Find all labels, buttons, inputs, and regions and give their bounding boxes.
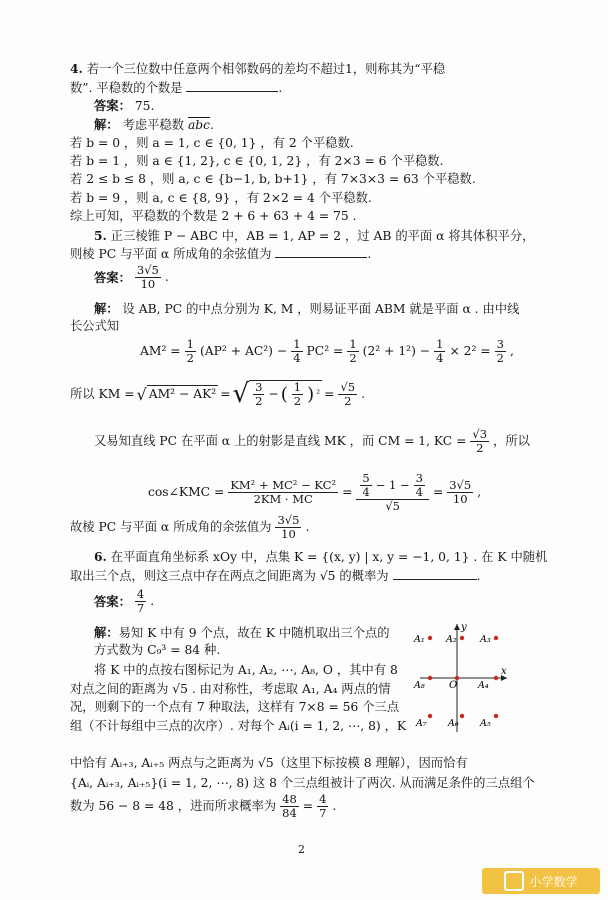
p6-solution-p2: 将 K 中的点按右图标记为 A₁, A₂, ⋯, A₈, O ，其中有 8 对点之间的距离为 √5 . 由对称性，考虑取 A₁, A₄ 两点的情况，则剩下的一个点有 7 种取法，这样有 7×8 = 56 个三点组（不计每组中三点的次序）. 对每个 Aᵢ(i = 1, 2, ⋯, 8) ，K — [70, 663, 407, 733]
eq3-big-frac — [356, 472, 429, 513]
eq1-result — [495, 338, 506, 365]
eq3-lhs: cos∠KMC = — [148, 485, 225, 499]
eq1-part4: × 2² = — [449, 344, 491, 358]
eq2-result-den: 2 — [344, 393, 352, 408]
eq3-main-frac — [228, 479, 338, 506]
eq2-a-den: 2 — [255, 394, 263, 408]
eq3-n1 — [360, 472, 371, 499]
eq3-big-num — [356, 472, 429, 500]
p4-question-line1 — [70, 60, 560, 78]
p4-answer-line: 答案： 75. — [94, 98, 155, 113]
p6-solution-line4: {Aᵢ, Aᵢ₊₃, Aᵢ₊₅}(i = 1, 2, ⋯, 8) 这 8 个三点组被计了两次. 从而满足条件的三点组个 — [70, 776, 535, 790]
eq1-part3: (2² + 1²) − — [362, 344, 431, 358]
p5-answer-num: 3√5 — [136, 263, 159, 277]
p5-projection-end: ，所以 — [493, 434, 530, 448]
eq3-main-den: 2KM · MC — [253, 492, 313, 506]
label-a3: A₃ — [480, 634, 491, 645]
p5-answer-line: 答案： $\frac{3√5}{10}$ . — [94, 263, 169, 291]
p6-number: 6. — [94, 549, 107, 564]
point-a3 — [494, 636, 498, 640]
p6-solution-label: 解： — [94, 625, 119, 640]
p6-prob-den2: 7 — [319, 806, 327, 820]
p5-equation-am — [140, 338, 514, 365]
eq1-half2 — [347, 338, 358, 365]
watermark-icon — [504, 871, 524, 891]
eq2-result-num: √5 — [340, 379, 356, 394]
eq2-b-den: 2 — [293, 394, 302, 408]
p4-number: 4. — [70, 61, 83, 76]
eq1-half-num: 1 — [186, 337, 194, 351]
p5-conclusion-den: 10 — [281, 527, 296, 541]
eq2-result — [338, 381, 357, 408]
eq1-end: , — [509, 344, 514, 358]
p6-answer-label: 答案： — [94, 594, 131, 609]
label-a4: A₄ — [478, 680, 489, 691]
p6-prob-frac2 — [317, 793, 328, 820]
eq1-quarter2-num: 1 — [436, 337, 444, 351]
p5-kc-den: 2 — [476, 441, 484, 455]
eq3-result-num: 3√5 — [449, 478, 472, 492]
p4-case-2: 若 b = 1 ，则 a ∈ {1, 2}, c ∈ {0, 1, 2} ，有 2×3 = 6 个平稳数. — [70, 154, 444, 168]
eq1-lhs: AM² = — [140, 344, 181, 358]
p6-lattice-figure — [412, 620, 512, 738]
p6-prob-num2: 4 — [319, 792, 327, 806]
p5-question-line2: 则棱 PC 与平面 α 所成角的余弦值为 . — [70, 247, 372, 261]
eq1-quarter — [291, 338, 302, 365]
p4-case-4: 若 b = 9 ，则 a, c ∈ {8, 9} ，有 2×2 = 4 个平稳数. — [70, 191, 372, 205]
p5-kc-fraction — [470, 428, 489, 455]
eq2-radicand2: $\frac{3}{2}$ − ( $\frac{1}{2}$ ) ² — [249, 380, 322, 408]
label-a2: A₂ — [446, 634, 457, 645]
eq1-quarter-num: 1 — [293, 337, 301, 351]
p4-case-1: 若 b = 0 ，则 a = 1, c ∈ {0, 1} ，有 2 个平稳数. — [70, 136, 354, 150]
p5-solution-text1: 设 AB, PC 的中点分别为 K, M ，则易证平面 ABM 就是平面 α . 由中线 — [122, 302, 520, 316]
p6-answer-line: 答案： $\frac{4}{7}$ . — [94, 587, 155, 615]
eq3-end: , — [477, 485, 482, 499]
eq2-frac-a — [253, 381, 264, 408]
p6-prob-num1: 48 — [282, 792, 297, 806]
p6-solution-line3: 中恰有 Aᵢ₊₃, Aᵢ₊₅ 两点与之距离为 √5（这里下标按模 8 理解），因而恰有 — [70, 756, 468, 770]
p6-question-line1 — [94, 548, 584, 566]
eq2-end: . — [361, 386, 366, 401]
eq2-sqrt2: √ $\frac{3}{2}$ − ( $\frac{1}{2}$ ) ² — [232, 378, 321, 409]
p5-conclusion-text: 故棱 PC 与平面 α 所成角的余弦值为 — [70, 520, 272, 534]
p4-answer: 75 — [134, 99, 151, 113]
label-a6: A₆ — [448, 718, 459, 729]
p4-answer-blank — [186, 79, 278, 92]
eq3-n2-num: 3 — [415, 471, 423, 485]
watermark-text: 小学数学 — [529, 874, 578, 889]
p5-question-text2: 则棱 PC 与平面 α 所成角的余弦值为 — [70, 247, 272, 261]
eq1-result-den: 2 — [496, 351, 504, 365]
eq3-equals2: = — [432, 485, 444, 499]
p5-solution-line2: 长公式知 — [70, 319, 120, 333]
p5-projection-line — [94, 428, 530, 455]
eq3-result-den: 10 — [452, 492, 468, 506]
point-a6 — [460, 714, 464, 718]
point-a8 — [428, 676, 432, 680]
point-a1 — [428, 636, 432, 640]
y-axis-label: y — [461, 622, 467, 633]
label-a7: A₇ — [416, 718, 427, 729]
p4-solution-label: 解： — [94, 117, 119, 132]
eq3-n1-num: 5 — [362, 471, 370, 485]
eq1-result-num: 3 — [496, 337, 504, 351]
page-number: 2 — [298, 843, 305, 856]
p5-answer-den: 10 — [140, 277, 156, 291]
label-a1: A₁ — [414, 634, 425, 645]
p6-solution-text1: 易知 K 中有 9 个点，故在 K 中随机取出三个点的方式数为 C₉³ = 84 种. — [94, 626, 390, 657]
p5-conclusion-frac — [275, 514, 301, 541]
eq3-main-num: KM² + MC² − KC² — [230, 478, 337, 492]
eq2-square: ² — [316, 389, 321, 400]
p5-solution-label: 解： — [94, 301, 119, 316]
eq3-n2 — [414, 472, 425, 499]
p6-answer-fraction — [135, 588, 146, 615]
eq2-lhs: 所以 KM = — [70, 386, 135, 401]
p6-question-text2: 取出三个点，则这三点中存在两点之间距离为 √5 的概率为 — [70, 569, 389, 583]
p5-equation-km — [70, 380, 365, 408]
eq2-equals: = — [220, 386, 231, 401]
p4-question-line2: 数”. 平稳数的个数是 . — [70, 81, 283, 95]
eq2-sqrt1: √ AM² − AK² — [136, 384, 217, 404]
watermark-badge — [482, 868, 600, 894]
p6-prob-frac1 — [280, 793, 299, 820]
eq3-equals: = — [342, 485, 353, 499]
eq1-half2-num: 1 — [349, 337, 357, 351]
p4-question-text2: 数”. 平稳数的个数是 — [70, 81, 183, 95]
eq2-minus: − — [268, 387, 279, 401]
eq3-result — [447, 479, 473, 506]
eq2-b-num: 1 — [293, 380, 302, 394]
p4-question-text1: 若一个三位数中任意两个相邻数码的差均不超过1，则称其为“平稳 — [86, 62, 446, 76]
eq3-n1-den: 4 — [362, 485, 370, 499]
p6-solution-line5 — [70, 793, 336, 820]
p5-answer-blank — [275, 245, 367, 258]
p4-solution-text: 考虑平稳数 — [122, 118, 185, 132]
p5-question-text1: 正三棱锥 P − ABC 中，AB = 1, AP = 2 ，过 AB 的平面 α 将其体积平分， — [110, 229, 535, 243]
p4-summary: 综上可知，平稳数的个数是 2 + 6 + 63 + 4 = 75 . — [70, 209, 357, 223]
point-o — [455, 676, 459, 680]
p4-case-3: 若 2 ≤ b ≤ 8 ，则 a, c ∈ {b−1, b, b+1} ，有 7×3×3 = 63 个平稳数. — [70, 172, 476, 186]
p6-answer-den: 7 — [136, 601, 145, 615]
eq2-radicand: AM² − AK² — [148, 387, 217, 401]
p5-conclusion-end: . — [305, 520, 310, 534]
p6-solution-text5: 数为 56 − 8 = 48 ，进而所求概率为 — [70, 799, 277, 813]
p5-answer-fraction — [135, 264, 161, 291]
eq3-n-mid: − 1 − — [375, 478, 410, 492]
p6-answer-num: 4 — [136, 587, 145, 601]
eq1-half — [185, 338, 196, 365]
p6-prob-end: . — [332, 799, 337, 813]
point-a2 — [460, 636, 464, 640]
eq1-half-den: 2 — [186, 351, 194, 365]
eq1-part1: (AP² + AC²) − — [199, 344, 288, 358]
eq3-n2-den: 4 — [415, 485, 423, 499]
p5-projection-text: 又易知直线 PC 在平面 α 上的射影是直线 MK ，而 CM = 1, KC = — [94, 434, 467, 448]
y-axis-arrow — [454, 624, 460, 630]
p6-question-text1: 在平面直角坐标系 xOy 中，点集 K = {(x, y) | x, y = −1, 0, 1} . 在 K 中随机 — [110, 550, 548, 564]
eq3-big-den: √5 — [385, 499, 400, 513]
point-a5 — [494, 714, 498, 718]
point-a4 — [494, 676, 498, 680]
p6-prob-equals: = — [302, 799, 314, 813]
p6-solution-p1 — [94, 624, 399, 659]
p6-question-line2: 取出三个点，则这三点中存在两点之间距离为 √5 的概率为 . — [70, 569, 481, 583]
x-axis-label: x — [501, 666, 507, 677]
label-a5: A₅ — [480, 718, 491, 729]
eq2-a-num: 3 — [255, 380, 263, 394]
p5-answer-label: 答案： — [94, 270, 131, 285]
p4-answer-label: 答案： — [94, 98, 131, 113]
p5-conclusion — [70, 514, 309, 541]
p5-conclusion-num: 3√5 — [277, 513, 300, 527]
label-a8: A₈ — [414, 680, 425, 691]
p6-prob-den1: 84 — [282, 806, 297, 820]
eq2-equals2: = — [324, 386, 335, 401]
eq1-quarter2 — [434, 338, 445, 365]
eq1-quarter-den: 4 — [293, 351, 301, 365]
eq1-quarter2-den: 4 — [436, 351, 444, 365]
eq1-part2: PC² = — [306, 344, 344, 358]
p4-abc: $\overline{abc}$ — [187, 118, 211, 132]
p5-equation-cos — [148, 472, 481, 513]
p5-question-line1 — [94, 227, 584, 245]
eq2-frac-b — [292, 381, 303, 408]
p5-kc-num: √3 — [472, 427, 488, 441]
p6-answer-blank — [393, 567, 477, 580]
eq1-half2-den: 2 — [349, 351, 357, 365]
p5-number: 5. — [94, 228, 107, 243]
origin-label: O — [449, 680, 458, 691]
point-a7 — [428, 714, 432, 718]
p5-solution-line1 — [94, 300, 584, 318]
p4-solution-intro: 解： 考虑平稳数 $\overline{abc}$. — [94, 117, 214, 132]
